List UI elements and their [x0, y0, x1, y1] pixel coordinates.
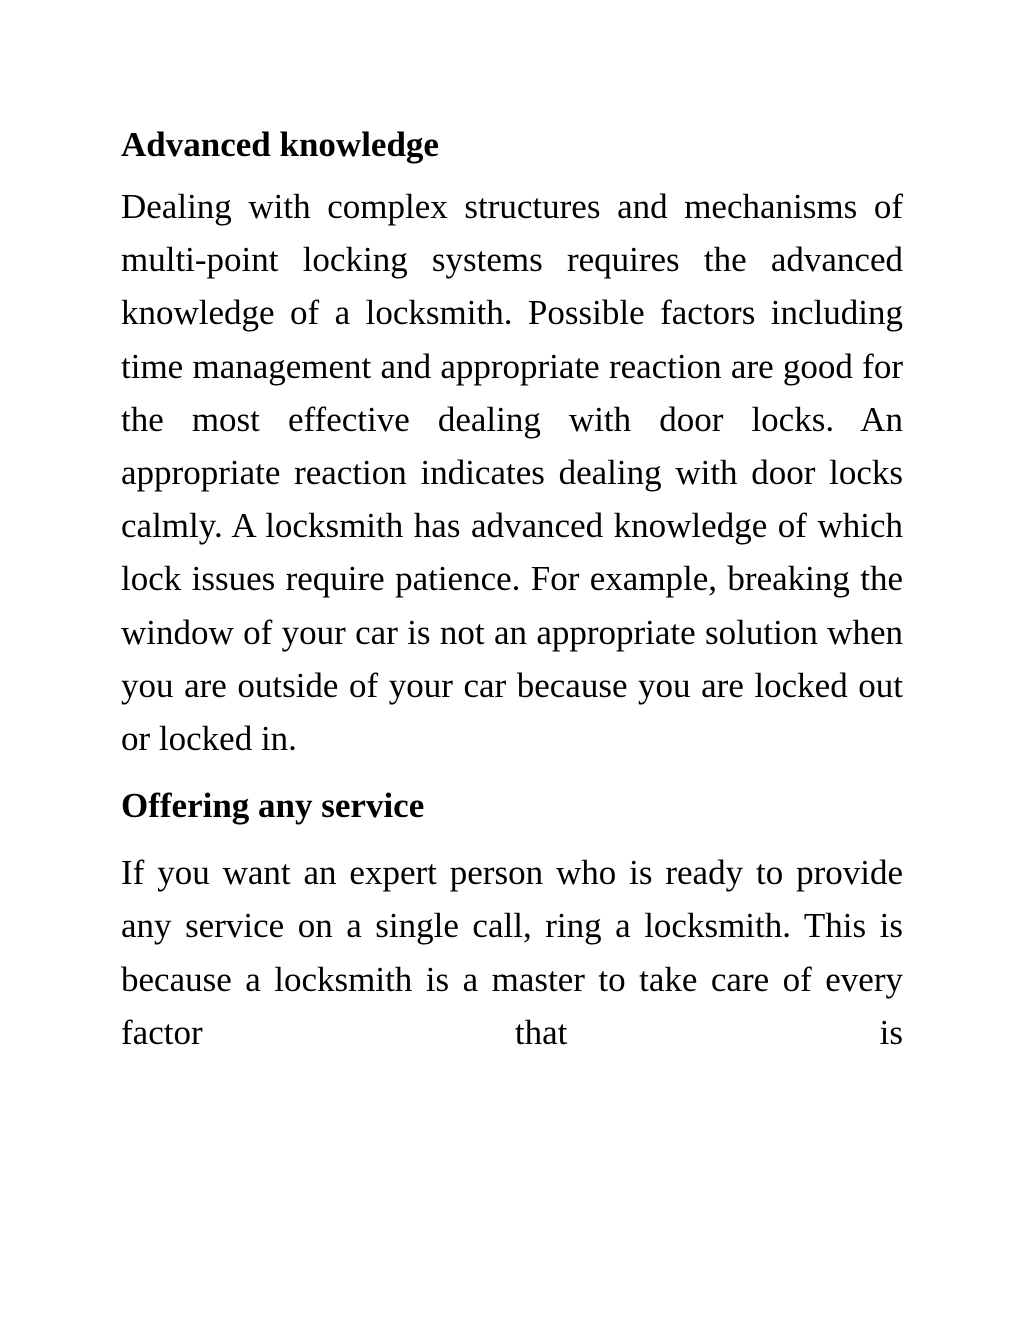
section-body-advanced-knowledge: Dealing with complex structures and mechanisms of multi-point locking systems requires the advanced knowledge of a locksmith. Possible factors including time management and appropriate reaction are good for the most effective dealing with door locks. An appropriate reaction indicates dealing with door locks calmly. A locksmith has advanced knowledge of which lock issues require patience. For example, breaking the window of your car is not an appropriate solution when you are outside of your car because you are locked out or locked in.: [121, 187, 903, 759]
section-body-offering-any-service: If you want an expert person who is ready to provide any service on a single call, ring a locksmith. This is because a locksmith is a master to take care of every factor that is: [121, 853, 903, 1052]
document-page: [121, 118, 903, 1112]
section-heading-advanced-knowledge: Advanced knowledge: [121, 125, 439, 164]
section-heading-offering-any-service: Offering any service: [121, 786, 425, 826]
